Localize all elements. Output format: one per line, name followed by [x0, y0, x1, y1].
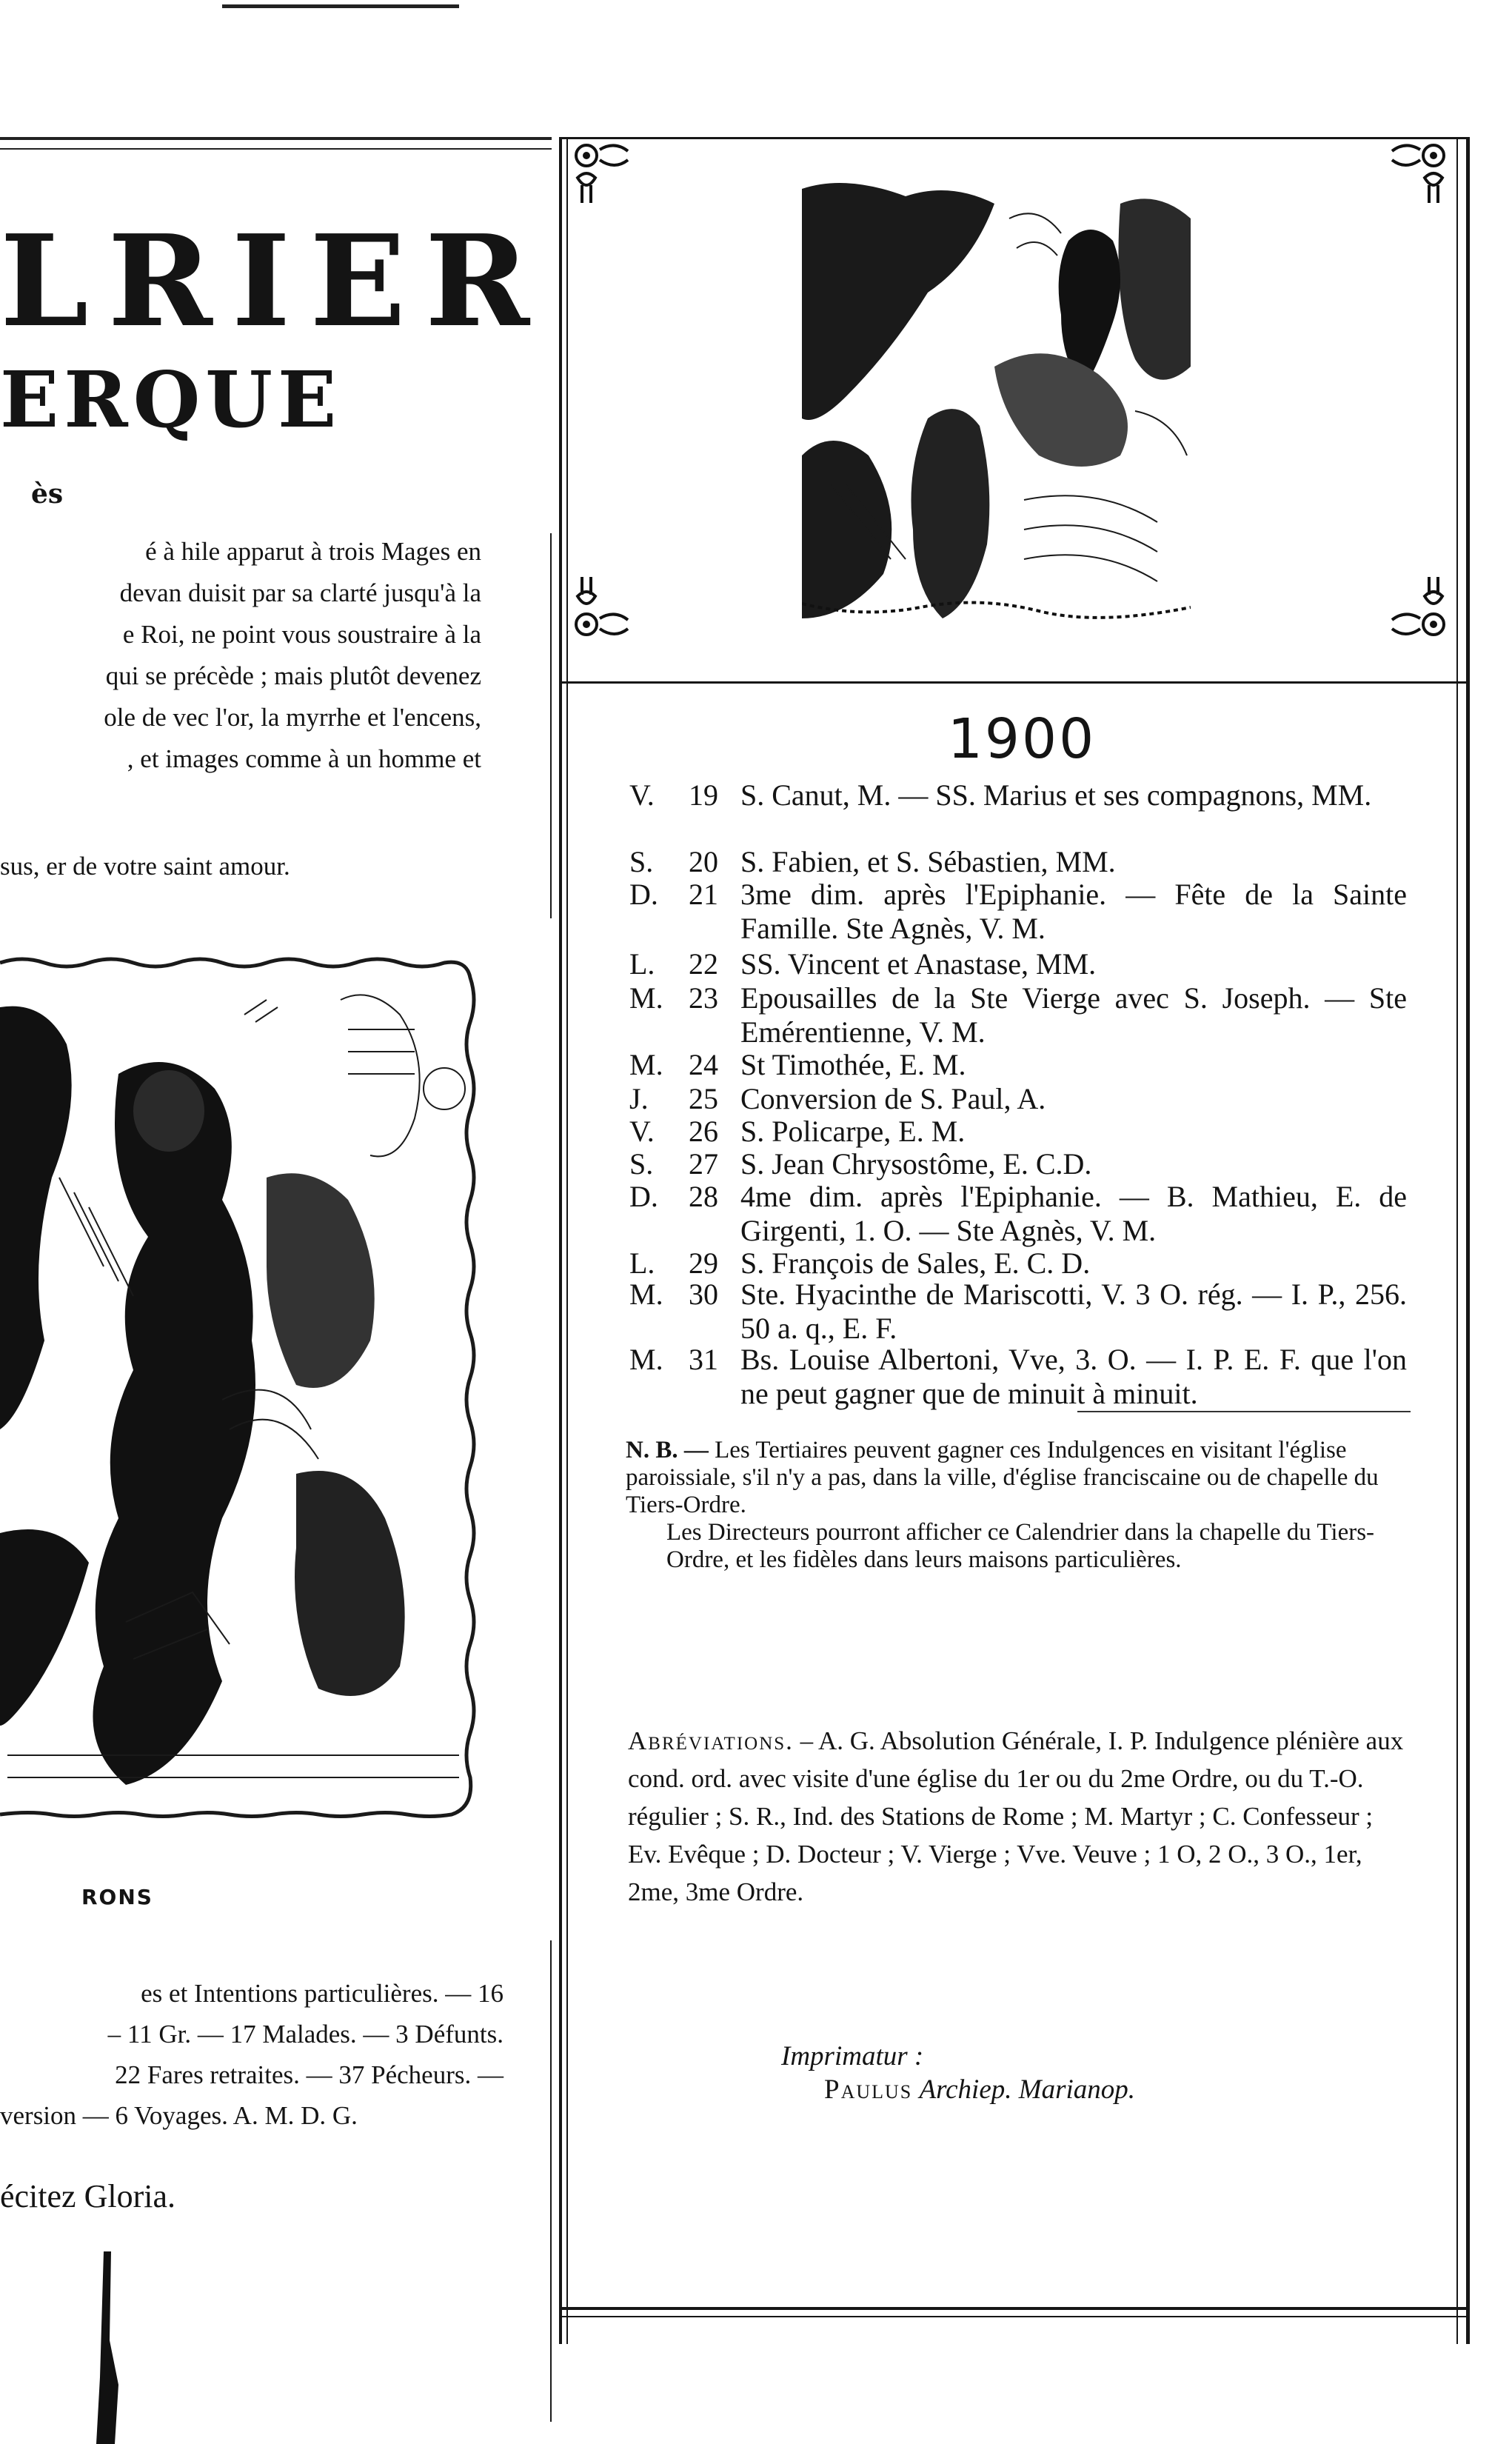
weekday-abbrev: V.	[629, 778, 655, 812]
note-lead: N. B. —	[626, 1437, 709, 1463]
feast-text: S. Fabien, et S. Sébastien, MM.	[740, 845, 1116, 878]
day-number: 20	[689, 845, 718, 878]
day-number: 25	[689, 1082, 718, 1115]
feast-text: S. Canut, M. — SS. Marius et ses compagnons, MM.	[740, 778, 1372, 812]
day-number: 21	[689, 878, 718, 911]
prayer-line-3: e Roi, ne point vous soustraire à la	[122, 620, 481, 649]
gloria-line: écitez Gloria.	[0, 2178, 175, 2214]
calendar-entries	[559, 137, 1485, 2348]
day-number: 26	[689, 1115, 718, 1148]
signature-name: Paulus	[824, 2074, 913, 2105]
weekday-abbrev: D.	[629, 878, 658, 911]
feast-text: Bs. Louise Albertoni, Vve, 3. O. — I. P. E. F. que l'on ne peut gagner que de minuit à minuit.	[740, 1343, 1407, 1410]
day-number: 24	[689, 1048, 718, 1081]
day-number: 22	[689, 947, 718, 981]
title-line-2: ERQUE	[0, 354, 342, 445]
weekday-abbrev: M.	[629, 981, 663, 1015]
feast-text: Conversion de S. Paul, A.	[740, 1082, 1046, 1115]
signature-line	[824, 2074, 1135, 2106]
top-edge-line	[222, 4, 459, 8]
intentions-line-1: es et Intentions particulières. — 16	[141, 1979, 504, 2008]
intentions-line-3: 22 Fares retraites. — 37 Pécheurs. —	[115, 2060, 504, 2089]
prayer-line-5: ole de vec l'or, la myrrhe et l'encens,	[104, 703, 481, 732]
weekday-abbrev: L.	[629, 1246, 655, 1280]
illustration-caption: RONS	[81, 1885, 153, 1909]
note-block	[626, 1437, 1411, 1574]
feast-text: S. François de Sales, E. C. D.	[740, 1246, 1091, 1280]
feast-text: 3me dim. après l'Epiphanie. — Fête de la Sainte Famille. Ste Agnès, V. M.	[740, 878, 1407, 945]
nativity-engraving	[0, 955, 481, 1837]
fold-line-upper	[550, 533, 552, 918]
day-number: 28	[689, 1180, 718, 1213]
weekday-abbrev: V.	[629, 1115, 655, 1148]
abbreviations-heading: Abréviations.	[628, 1726, 794, 1755]
bottom-edge-mark	[89, 2251, 133, 2444]
day-number: 19	[689, 778, 718, 812]
weekday-abbrev: J.	[629, 1082, 649, 1115]
title-fragment: ès	[31, 478, 64, 510]
entries-separator	[1077, 1411, 1411, 1412]
weekday-abbrev: L.	[629, 947, 655, 981]
header-rule	[0, 137, 552, 140]
header-rule-thin	[0, 148, 552, 150]
day-number: 29	[689, 1246, 718, 1280]
day-number: 31	[689, 1343, 718, 1376]
weekday-abbrev: M.	[629, 1048, 663, 1081]
prayer-line-7: sus, er de votre saint amour.	[0, 852, 290, 881]
feast-text: S. Policarpe, E. M.	[740, 1115, 966, 1148]
prayer-line-4: qui se précède ; mais plutôt devenez	[105, 661, 481, 690]
abbreviations-block	[628, 1722, 1413, 1911]
feast-text: St Timothée, E. M.	[740, 1048, 966, 1081]
signature-title: Archiep. Marianop.	[919, 2074, 1136, 2105]
calendar-year: 1900	[947, 707, 1097, 771]
imprimatur-label: Imprimatur :	[781, 2041, 924, 2071]
intentions-line-2: – 11 Gr. — 17 Malades. — 3 Défunts.	[107, 2020, 504, 2049]
feast-text: 4me dim. après l'Epiphanie. — B. Mathieu, E. de Girgenti, 1. O. — Ste Agnès, V. M.	[740, 1180, 1407, 1247]
weekday-abbrev: D.	[629, 1180, 658, 1213]
prayer-line-6: , et images comme à un homme et	[127, 744, 481, 773]
note-text-2: Les Directeurs pourront afficher ce Calendrier dans la chapelle du Tiers-Ordre, et les fidèles dans leurs maisons particulières.	[666, 1519, 1375, 1573]
prayer-line-2: devan duisit par sa clarté jusqu'à la	[119, 578, 481, 607]
abbreviations-text: – A. G. Absolution Générale, I. P. Indulgence plénière aux cond. ord. avec visite d'une église du 1er ou du 2me Ordre, ou du T.-O. régulier ; S. R., Ind. des Stations de Rome ; M. Martyr ; C. Confesseur ; Ev. Evêque ; D. Docteur ; V. Vierge ; Vve. Veuve ; 1 O, 2 O., 3 O., 1er, 2me, 3me Ordre.	[628, 1726, 1404, 1906]
feast-text: Epousailles de la Ste Vierge avec S. Joseph. — Ste Emérentienne, V. M.	[740, 981, 1407, 1049]
day-number: 23	[689, 981, 718, 1015]
fold-line-lower	[550, 1940, 552, 2422]
weekday-abbrev: M.	[629, 1278, 663, 1311]
day-number: 30	[689, 1278, 718, 1311]
note-text: Les Tertiaires peuvent gagner ces Indulgences en visitant l'église paroissiale, s'il n'y a pas, dans la ville, d'église franciscaine ou de chapelle du Tiers-Ordre.	[626, 1437, 1379, 1518]
intentions-line-4: version — 6 Voyages. A. M. D. G.	[0, 2101, 358, 2130]
weekday-abbrev: S.	[629, 1147, 654, 1181]
title-line-1: LRIER	[0, 207, 549, 355]
prayer-line-1: é à hile apparut à trois Mages en	[145, 537, 481, 566]
feast-text: SS. Vincent et Anastase, MM.	[740, 947, 1097, 981]
left-page	[0, 0, 552, 2444]
feast-text: Ste. Hyacinthe de Mariscotti, V. 3 O. rég. — I. P., 256. 50 a. q., E. F.	[740, 1278, 1407, 1345]
day-number: 27	[689, 1147, 718, 1181]
weekday-abbrev: M.	[629, 1343, 663, 1376]
feast-text: S. Jean Chrysostôme, E. C.D.	[740, 1147, 1092, 1181]
weekday-abbrev: S.	[629, 845, 654, 878]
